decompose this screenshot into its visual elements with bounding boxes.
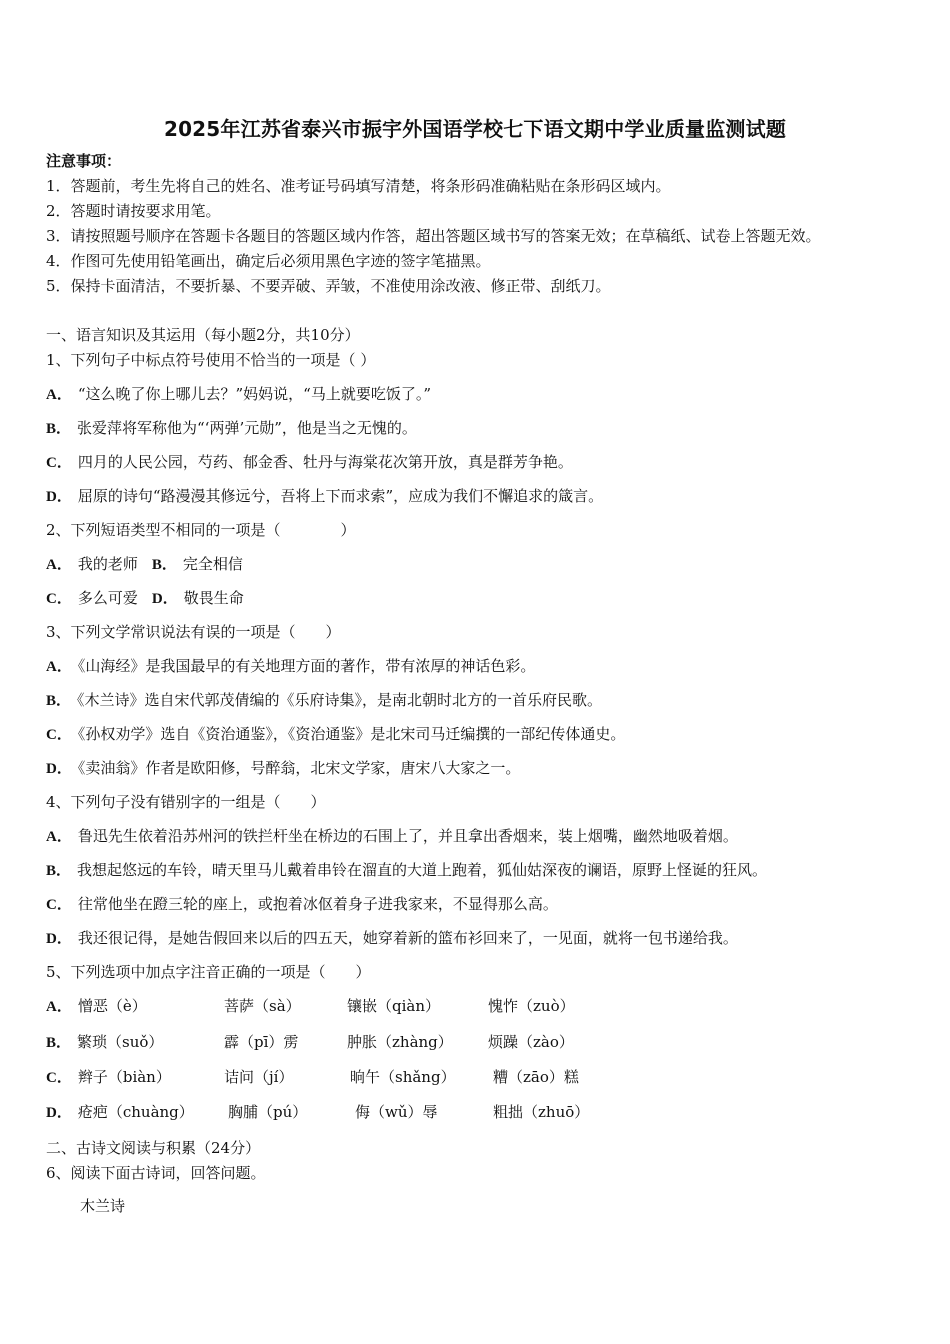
option-text: 我的老师 (77, 555, 138, 573)
pinyin-item: 诘问（jí） (224, 1068, 294, 1086)
option-text: 《孙权劝学》选自《资治通鉴》，《资治通鉴》是北宋司马迁编撰的一部纪传体通史。 (77, 725, 626, 743)
option (46, 725, 625, 744)
option-label: D． (46, 761, 72, 777)
option-row (46, 589, 244, 608)
notice-item: 1．答题前，考生先将自己的姓名、准考证号码填写清楚，将条形码准确粘贴在条形码区域内。 (46, 177, 671, 195)
option (46, 657, 535, 676)
pinyin-item: 菩萨（sà） (224, 997, 301, 1015)
option-text: “这么晚了你上哪儿去？”妈妈说，“马上就要吃饭了。” (77, 385, 432, 403)
option (46, 691, 602, 710)
option-text: 往常他坐在蹬三轮的座上，或抱着冰伛着身子进我家来，不显得那么高。 (77, 895, 558, 913)
pinyin-item: 辫子（biàn） (77, 1068, 171, 1086)
pinyin-item: 肿胀（zhàng） (347, 1033, 453, 1051)
option-text: 张爱萍将军称他为“‘两弹’元勋”，他是当之无愧的。 (77, 419, 417, 437)
pinyin-item: 繁琐（suǒ） (77, 1033, 164, 1051)
question-stem: 3、下列文学常识说法有误的一项是（ ） (46, 623, 341, 641)
option-label: D． (46, 489, 72, 505)
notice-item: 5．保持卡面清洁，不要折暴、不要弄破、弄皱，不准使用涂改液、修正带、刮纸刀。 (46, 277, 611, 295)
notice-item: 4．作图可先使用铅笔画出，确定后必须用黑色字迹的签字笔描黑。 (46, 252, 491, 270)
option-text: 多么可爱 (77, 589, 138, 607)
option-label: B． (151, 557, 177, 573)
option-text: 《山海经》是我国最早的有关地理方面的著作，带有浓厚的神话色彩。 (77, 657, 536, 675)
option-text: 屈原的诗句“路漫漫其修远兮，吾将上下而求索”，应成为我们不懈追求的箴言。 (77, 487, 604, 505)
option-label: D． 疮疤（chuàng） (46, 1103, 194, 1121)
option-label: C． (46, 455, 72, 471)
option-text: 完全相信 (182, 555, 243, 573)
pinyin-item: 疮疤（chuàng） (77, 1103, 194, 1121)
pinyin-item: 侮（wǔ）辱 (355, 1103, 438, 1121)
option-row (46, 555, 243, 574)
option-label: C． (46, 897, 72, 913)
question-stem: 4、下列句子没有错别字的一组是（ ） (46, 793, 326, 811)
notice-heading: 注意事项： (46, 152, 122, 170)
option (46, 385, 431, 404)
option-text: 敬畏生命 (183, 589, 244, 607)
option-label: B． (46, 421, 72, 437)
question-stem: 1、下列句子中标点符号使用不恰当的一项是（ ） (46, 351, 376, 369)
option-label: C． 辫子（biàn） (46, 1068, 171, 1086)
option-label: A． (46, 829, 72, 845)
option (46, 827, 738, 846)
option (46, 453, 573, 472)
option-label: C． (46, 727, 72, 743)
option-text: 鲁迅先生依着沿苏州河的铁拦杆坐在桥边的石围上了，并且拿出香烟来，装上烟嘴，幽然地吸着烟。 (77, 827, 738, 845)
option (46, 487, 603, 506)
option-label: A． (46, 659, 72, 675)
option-label: A． 憎恶（è） (46, 997, 147, 1015)
option-text: 《卖油翁》作者是欧阳修，号醉翁，北宋文学家，唐宋八大家之一。 (77, 759, 521, 777)
option-label: D． (151, 591, 178, 607)
poem-title: 木兰诗 (80, 1197, 126, 1215)
option (46, 759, 520, 778)
option-text: 四月的人民公园，芍药、郁金香、牡丹与海棠花次第开放，真是群芳争艳。 (77, 453, 573, 471)
option (46, 419, 417, 438)
pinyin-item: 愧怍（zuò） (488, 997, 575, 1015)
pinyin-item: 霹（pī）雳 (224, 1033, 299, 1051)
pinyin-item: 胸脯（pú） (228, 1103, 308, 1121)
pinyin-item: 糟（zāo）糕 (493, 1068, 579, 1086)
pinyin-item: 镶嵌（qiàn） (347, 997, 441, 1015)
option (46, 895, 558, 914)
pinyin-item: 烦躁（zào） (488, 1033, 574, 1051)
question-stem: 6、阅读下面古诗词，回答问题。 (46, 1164, 266, 1182)
question-stem: 2、下列短语类型不相同的一项是（ ） (46, 521, 356, 539)
option-text: 我还很记得，是她告假回来以后的四五天，她穿着新的篮布衫回来了，一见面，就将一包书递给我。 (77, 929, 738, 947)
notice-item: 3．请按照题号顺序在答题卡各题目的答题区域内作答，超出答题区域书写的答案无效；在草稿纸、试卷上答题无效。 (46, 227, 821, 245)
option-label: C． (46, 591, 72, 607)
option (46, 861, 767, 880)
section-heading: 一、语言知识及其运用（每小题2分，共10分） (46, 326, 360, 344)
option (46, 929, 738, 948)
option-label: B． 繁琐（suǒ） (46, 1033, 164, 1051)
pinyin-item: 晌午（shǎng） (350, 1068, 456, 1086)
section-heading: 二、古诗文阅读与积累（24分） (46, 1139, 261, 1157)
option-text: 《木兰诗》选自宋代郭茂倩编的《乐府诗集》，是南北朝时北方的一首乐府民歌。 (77, 691, 603, 709)
pinyin-item: 粗拙（zhuō） (493, 1103, 590, 1121)
notice-item: 2．答题时请按要求用笔。 (46, 202, 221, 220)
option-label: A． (46, 557, 72, 573)
option-label: B． (46, 863, 72, 879)
question-stem: 5、下列选项中加点字注音正确的一项是（ ） (46, 963, 371, 981)
option-label: B． (46, 693, 72, 709)
page-title: 2025年江苏省泰兴市振宇外国语学校七下语文期中学业质量监测试题 (163, 117, 787, 141)
pinyin-item: 憎恶（è） (77, 997, 147, 1015)
option-text: 我想起悠远的车铃，晴天里马儿戴着串铃在溜直的大道上跑着，狐仙姑深夜的谰语，原野上怪诞的狂风。 (77, 861, 768, 879)
option-label: A． (46, 387, 72, 403)
option-label: D． (46, 931, 72, 947)
